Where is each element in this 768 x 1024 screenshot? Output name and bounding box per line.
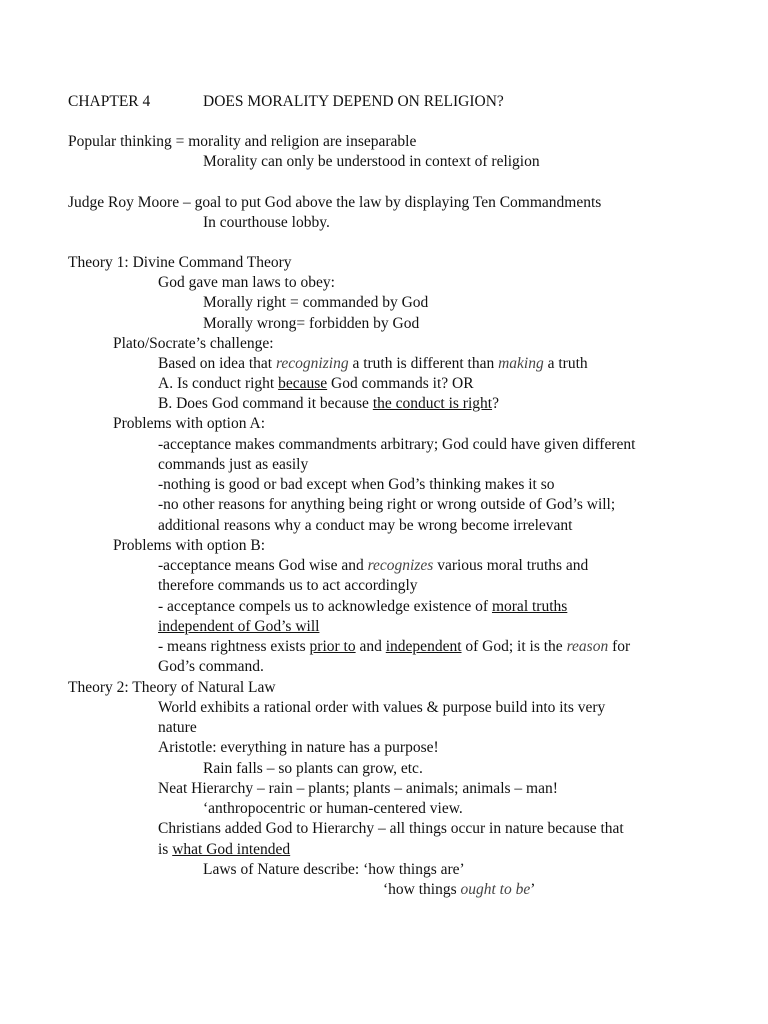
text: of God; it is the	[461, 638, 567, 655]
text: for	[608, 638, 631, 655]
world-line-2: nature	[158, 719, 197, 736]
text: ?	[492, 395, 499, 412]
anthropocentric-line: ‘anthropocentric or human-centered view.	[203, 800, 463, 817]
text: Based on idea that	[158, 355, 276, 372]
moore-line-2: In courthouse lobby.	[203, 214, 330, 231]
christians-line-2	[158, 840, 290, 860]
underlined: what God intended	[172, 841, 291, 858]
chapter-title: DOES MORALITY DEPEND ON RELIGION?	[203, 93, 504, 110]
hierarchy-line: Neat Hierarchy – rain – plants; plants – animals; animals – man!	[158, 780, 558, 797]
problem-b-line: independent of God’s will	[158, 618, 320, 635]
text: ’	[530, 881, 536, 898]
chapter-heading	[68, 92, 504, 112]
emphasis: reason	[566, 638, 609, 655]
chapter-number: CHAPTER 4	[68, 93, 151, 110]
theory1-intro: God gave man laws to obey:	[158, 274, 335, 291]
text: A. Is conduct right	[158, 375, 279, 392]
text: God commands it? OR	[327, 375, 474, 392]
text: various moral truths and	[433, 557, 589, 574]
ought-to-be-line	[383, 880, 535, 900]
emphasis: making	[498, 355, 544, 372]
problem-b-line	[158, 597, 567, 617]
morally-wrong: Morally wrong= forbidden by God	[203, 315, 420, 332]
emphasis: recognizing	[275, 355, 349, 372]
problem-b-line: therefore commands us to act accordingly	[158, 577, 418, 594]
emphasis: recognizes	[367, 557, 434, 574]
underlined: moral truths	[491, 598, 568, 615]
text: a truth is different than	[348, 355, 499, 372]
moore-line-1: Judge Roy Moore – goal to put God above the law by displaying Ten Commandments	[68, 194, 602, 211]
popular-line-1: Popular thinking = morality and religion are inseparable	[68, 133, 417, 150]
problems-b-title: Problems with option B:	[113, 537, 265, 554]
problem-a-line: -nothing is good or bad except when God’s thinking makes it so	[158, 476, 555, 493]
text: and	[355, 638, 386, 655]
problem-b-line: God’s command.	[158, 658, 264, 675]
theory2-title: Theory 2: Theory of Natural Law	[68, 679, 276, 696]
laws-of-nature-line: Laws of Nature describe: ‘how things are’	[203, 861, 465, 878]
text: - acceptance compels us to acknowledge existence of	[158, 598, 492, 615]
text: B. Does God command it because	[158, 395, 373, 412]
problem-b-line	[158, 556, 588, 576]
problems-a-title: Problems with option A:	[113, 415, 265, 432]
text: -acceptance means God wise and	[158, 557, 368, 574]
text: ‘how things	[383, 881, 461, 898]
morally-right: Morally right = commanded by God	[203, 294, 429, 311]
underlined: prior to	[309, 638, 356, 655]
underlined: the conduct is right	[372, 395, 493, 412]
theory1-title: Theory 1: Divine Command Theory	[68, 254, 292, 271]
text: - means rightness exists	[158, 638, 310, 655]
rain-line: Rain falls – so plants can grow, etc.	[203, 760, 423, 777]
question-b	[158, 394, 499, 414]
based-on-idea	[158, 354, 588, 374]
text: a truth	[543, 355, 588, 372]
world-line-1: World exhibits a rational order with values & purpose build into its very	[158, 699, 606, 716]
aristotle-line: Aristotle: everything in nature has a purpose!	[158, 739, 439, 756]
problem-a-line: -acceptance makes commandments arbitrary; God could have given different	[158, 436, 636, 453]
question-a	[158, 374, 474, 394]
challenge-title: Plato/Socrate’s challenge:	[113, 335, 274, 352]
underlined: independent	[385, 638, 462, 655]
popular-line-2: Morality can only be understood in context of religion	[203, 153, 540, 170]
christians-line-1: Christians added God to Hierarchy – all things occur in nature because that	[158, 820, 624, 837]
problem-b-line	[158, 637, 630, 657]
text: is	[158, 841, 173, 858]
problem-a-line: additional reasons why a conduct may be wrong become irrelevant	[158, 517, 573, 534]
problem-a-line: -no other reasons for anything being right or wrong outside of God’s will;	[158, 496, 616, 513]
underlined: because	[278, 375, 328, 392]
emphasis: ought to be	[460, 881, 531, 898]
problem-a-line: commands just as easily	[158, 456, 309, 473]
